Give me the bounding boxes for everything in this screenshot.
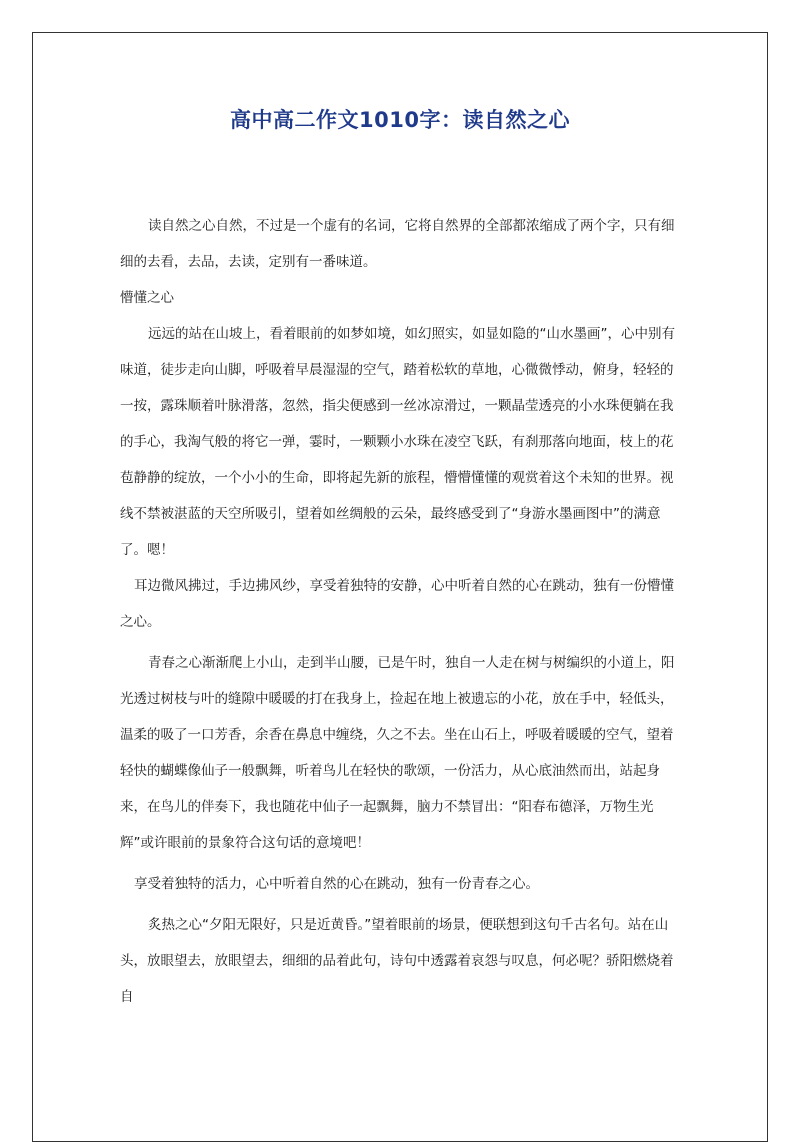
paragraph-zhire: 炙热之心“夕阳无限好，只是近黄昏。”望着眼前的场景，便联想到这句千古名句。站在山头，放眼望去，放眼望去，细细的品着此句，诗句中透露着哀怨与叹息，何必呢？骄阳燃烧着自	[120, 917, 674, 1005]
page-title: 高中高二作文1010字：读自然之心	[230, 108, 570, 132]
paragraph-mengdong-summary: 耳边微风拂过，手边拂风纱，享受着独特的安静，心中听着自然的心在跳动，独有一份懵懂之心。	[120, 578, 674, 630]
paragraph-qingchun-summary: 享受着独特的活力，心中听着自然的心在跳动，独有一份青春之心。	[134, 876, 539, 892]
article-body	[120, 208, 686, 1015]
paragraph-qingchun: 青春之心渐渐爬上小山，走到半山腰，已是午时，独自一人走在树与树编织的小道上，阳光透过树枝与叶的缝隙中暖暖的打在我身上，捡起在地上被遗忘的小花，放在手中，轻低头，温柔的吸了一口芳香，余香在鼻息中缠绕，久之不去。坐在山石上，呼吸着暖暖的空气，望着轻快的蝴蝶像仙子一般飘舞，听着鸟儿在轻快的歌颂，一份活力，从心底油然而出，站起身来，在鸟儿的伴奏下，我也随花中仙子一起飘舞，脑力不禁冒出：“阳春布德泽，万物生光辉”或许眼前的景象符合这句话的意境吧！	[120, 655, 675, 851]
paragraph-mengdong: 远远的站在山坡上，看着眼前的如梦如境，如幻照实，如显如隐的“山水墨画”，心中别有味道，徒步走向山脚，呼吸着早晨湿湿的空气，踏着松软的草地，心微微悸动，俯身，轻轻的一按，露珠顺着叶脉滑落，忽然，指尖便感到一丝冰凉滑过，一颗晶莹透亮的小水珠便躺在我的手心，我淘气般的将它一弹，霎时，一颗颗小水珠在凌空飞跃，有刹那落向地面，枝上的花苞静静的绽放，一个小小的生命，即将起先新的旅程，懵懵懂懂的观赏着这个未知的世界。视线不禁被湛蓝的天空所吸引，望着如丝绸般的云朵，最终感受到了“身游水墨画图中”的满意了。嗯！	[120, 326, 675, 558]
section-heading-mengdong: 懵懂之心	[120, 290, 174, 306]
paragraph-intro: 读自然之心自然，不过是一个虚有的名词，它将自然界的全部都浓缩成了两个字，只有细细的去看，去品，去读，定别有一番味道。	[120, 218, 675, 270]
